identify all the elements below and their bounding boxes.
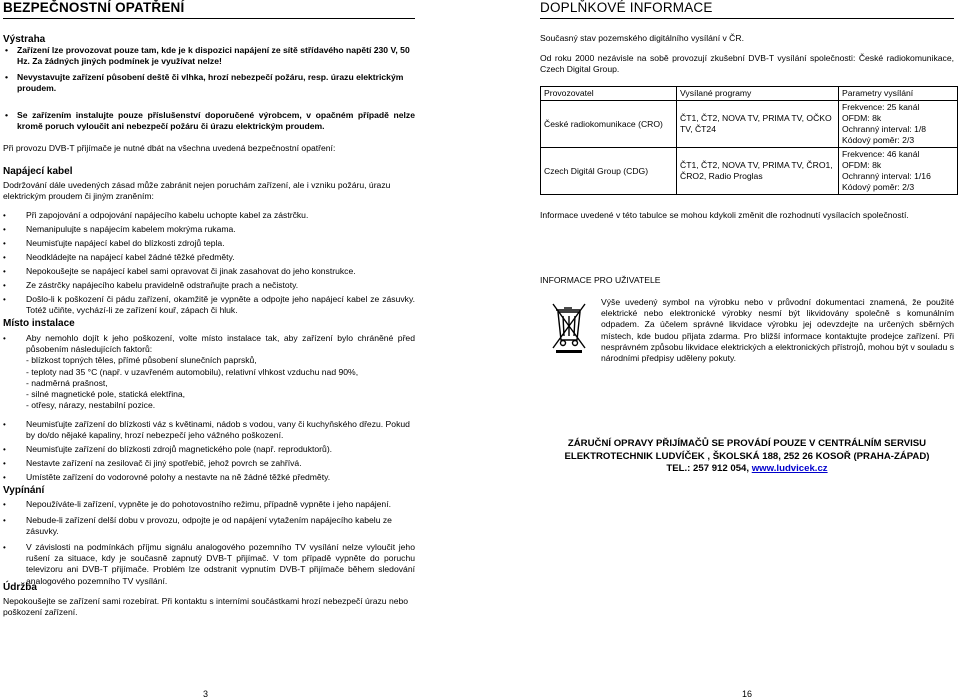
programs-cell: ČT1, ČT2, NOVA TV, PRIMA TV, ČRO1, ČRO2, Radio Proglas (677, 148, 839, 195)
bullet-icon: • (5, 45, 9, 55)
bullet-icon: • (3, 239, 6, 248)
warning-item-3: • Se zařízením instalujte pouze příslušenství doporučené výrobcem, v opačném případě nelze kromě poruch vyloučit ani nebezpečí požáru či úrazu elektrickým proudem. (5, 110, 415, 132)
list-item: • Aby nemohlo dojít k jeho poškození, volte místo instalace tak, aby zařízení bylo chráněné před působením následujících faktorů: - blízkost topných těles, přímé působení slunečních paprsků, - teploty nad 35 °C (např. v uzavřeném automobilu), relativní vlhkost vzduchu nad 90%, - nadměrná prašnost, - silné magnetické pole, statická elektřina, - otřesy, nárazy, nestabilní pozice. (3, 333, 415, 411)
user-info-title: INFORMACE PRO UŽIVATELE (540, 275, 661, 285)
user-info-text: Výše uvedený symbol na výrobku nebo v průvodní dokumentaci znamená, že použité elektrické nebo elektronické výrobky nesmí být likvidovány společně s komunálním odpadem. Za účelem správné likvidace výrobku jej odevzdejte na určených sběrných místech, kde budou přijata zdarma. Pro bližší informace kontaktujte prodejce zařízení. Při nesprávném způsobu likvidace elektrických a elektronických přístrojů, mohou být v souladu s národními předpisy uděleny pokuty. (601, 297, 954, 364)
list-item: • Došlo-li k poškození či pádu zařízení, okamžitě je vypněte a odpojte jeho napájecí kabel ze zásuvky. Totéž učiňte, vychází-li ze zařízení kouř, zápach či hluk. (3, 294, 415, 316)
warning-item-1: • Zařízení lze provozovat pouze tam, kde je k dispozici napájení ze sítě střídavého napětí 230 V, 50 Hz. Za žádných jiných podmínek je využívat nelze! (5, 45, 410, 67)
install-list (3, 333, 415, 411)
list-item: • Neodkládejte na napájecí kabel žádné těžké předměty. (3, 252, 235, 262)
intro-text: Při provozu DVB-T přijímače je nutné dbát na všechna uvedená bezpečnostní opatření: (3, 143, 336, 153)
dvb-paragraph: Od roku 2000 nezávisle na sobě provozují zkušební DVB-T vysílání společnosti: České radiokomunikace, Czech Digital Group. (540, 53, 954, 75)
list-item: • Nebude-li zařízení delší dobu v provozu, odpojte je od napájení vytažením napájecího kabelu ze zásuvky. (3, 515, 392, 537)
crossed-out-wheelie-bin-icon (550, 298, 588, 354)
bullet-icon: • (3, 516, 6, 525)
table-header-cell: Vysílané programy (677, 87, 839, 101)
warranty-line-1: ZÁRUČNÍ OPRAVY PŘIJÍMAČŮ SE PROVÁDÍ POUZE V CENTRÁLNÍM SERVISU (567, 438, 927, 449)
bullet-icon: • (3, 445, 6, 454)
off-list (3, 499, 415, 587)
right-heading: DOPLŇKOVÉ INFORMACE (540, 0, 954, 19)
list-item: • Umístěte zařízení do vodorovné polohy a nestavte na ně žádné těžké předměty. (3, 472, 331, 482)
cable-list (3, 210, 415, 318)
left-heading: BEZPEČNOSTNÍ OPATŘENÍ (3, 0, 415, 19)
bullet-icon: • (5, 72, 9, 82)
table-header-row (541, 87, 958, 101)
off-title: Vypínání (3, 485, 45, 496)
list-item: • Při zapojování a odpojování napájecího kabelu uchopte kabel za zástrčku. (3, 210, 309, 220)
table-row (541, 148, 958, 195)
operator-cell: Czech Digitál Group (CDG) (541, 148, 677, 195)
table-row (541, 101, 958, 148)
list-item: • Neumisťujte zařízení do blízkosti váz s květinami, nádob s vodou, vany či kuchyňského dřezu. Pokud by do/do nějaké kapaliny, hrozí nebezpečí jeho vážného poškození. (3, 419, 410, 441)
left-page (3, 0, 415, 19)
bullet-icon: • (3, 295, 6, 304)
broadcast-table (540, 86, 958, 195)
list-item: • Nestavte zařízení na zesilovač či jiný spotřebič, jehož povrch se zahřívá. (3, 458, 302, 468)
bullet-icon: • (3, 281, 6, 290)
bullet-icon: • (5, 110, 9, 120)
list-item: • Nemanipulujte s napájecím kabelem mokrýma rukama. (3, 224, 236, 234)
bullet-icon: • (3, 211, 6, 220)
warranty-line-2: ELEKTROTECHNIK LUDVÍČEK , ŠKOLSKÁ 188, 252 26 KOSOŘ (PRAHA-ZÁPAD) (564, 450, 930, 462)
list-item: • Neumisťujte napájecí kabel do blízkosti zdrojů tepla. (3, 238, 225, 248)
warranty-phone: TEL.: 257 912 054, (666, 463, 752, 475)
params-cell: Frekvence: 25 kanál OFDM: 8k Ochranný interval: 1/8 Kódový poměr: 2/3 (839, 101, 958, 148)
bullet-icon: • (3, 253, 6, 262)
warning-title: Výstraha (3, 34, 46, 45)
warranty-website-link[interactable]: www.ludvicek.cz (751, 463, 828, 475)
programs-cell: ČT1, ČT2, NOVA TV, PRIMA TV, OČKO TV, ČT24 (677, 101, 839, 148)
list-item: • Ze zástrčky napájecího kabelu pravidelně odstraňujte prach a nečistoty. (3, 280, 299, 290)
maintenance-text: Nepokoušejte se zařízení sami rozebírat. Při kontaktu s interními součástkami hrozí nebezpečí úrazu nebo poškození zařízení. (3, 596, 409, 618)
left-page-number: 3 (203, 689, 209, 699)
params-cell: Frekvence: 46 kanál OFDM: 8k Ochranný interval: 1/16 Kódový poměr: 2/3 (839, 148, 958, 195)
bullet-icon: • (3, 225, 6, 234)
list-item: • Nepoužíváte-li zařízení, vypněte je do pohotovostního režimu, případně vypněte i jeho napájení. (3, 499, 391, 509)
list-item: • V závislosti na podmínkách příjmu signálu analogového pozemního TV vysílání nelze vyloučit jeho rušení za situace, kdy je současně zapnutý DVB-T přijímač. V tom případě vypněte do poruchu televizoru ani DVB-T přijímače. Problém lze odstranit vypnutím DVB-T přijímače během sledování analogového pozemního TV vysílání. (3, 542, 415, 586)
maintenance-title: Údržba (3, 582, 37, 593)
bullet-icon: • (3, 543, 6, 552)
bullet-icon: • (3, 500, 6, 509)
operator-cell: České radiokomunikace (CRO) (541, 101, 677, 148)
bullet-icon: • (3, 334, 6, 343)
bullet-icon: • (3, 267, 6, 276)
table-header-cell: Parametry vysílání (839, 87, 958, 101)
table-note: Informace uvedené v této tabulce se mohou kdykoli změnit dle rozhodnutí vysílacích společností. (540, 210, 909, 220)
cable-title: Napájecí kabel (3, 166, 73, 177)
install-list-2 (3, 419, 415, 486)
list-item: • Neumisťujte zařízení do blízkosti zdrojů magnetického pole (např. reproduktorů). (3, 444, 333, 454)
right-page (540, 0, 954, 19)
warning-item-2: • Nevystavujte zařízení působení deště či vlhka, hrozí nebezpečí požáru, resp. úrazu elektrickým proudem. (5, 72, 404, 94)
right-page-number: 16 (742, 689, 753, 699)
cable-intro: Dodržování dále uvedených zásad může zabránit nejen poruchám zařízení, ale i vzniku požáru, úrazu elektrickým proudem či jiným zraněním: (3, 180, 391, 202)
bullet-icon: • (3, 420, 6, 429)
warranty-contact (540, 463, 954, 476)
bullet-icon: • (3, 473, 6, 482)
dvb-status: Současný stav pozemského digitálního vysílání v ČR. (540, 33, 744, 43)
bullet-icon: • (3, 459, 6, 468)
list-item: • Nepokoušejte se napájecí kabel sami opravovat či jinak zasahovat do jeho konstrukce. (3, 266, 356, 276)
warranty-block (540, 438, 954, 476)
table-header-cell: Provozovatel (541, 87, 677, 101)
install-title: Místo instalace (3, 318, 75, 329)
